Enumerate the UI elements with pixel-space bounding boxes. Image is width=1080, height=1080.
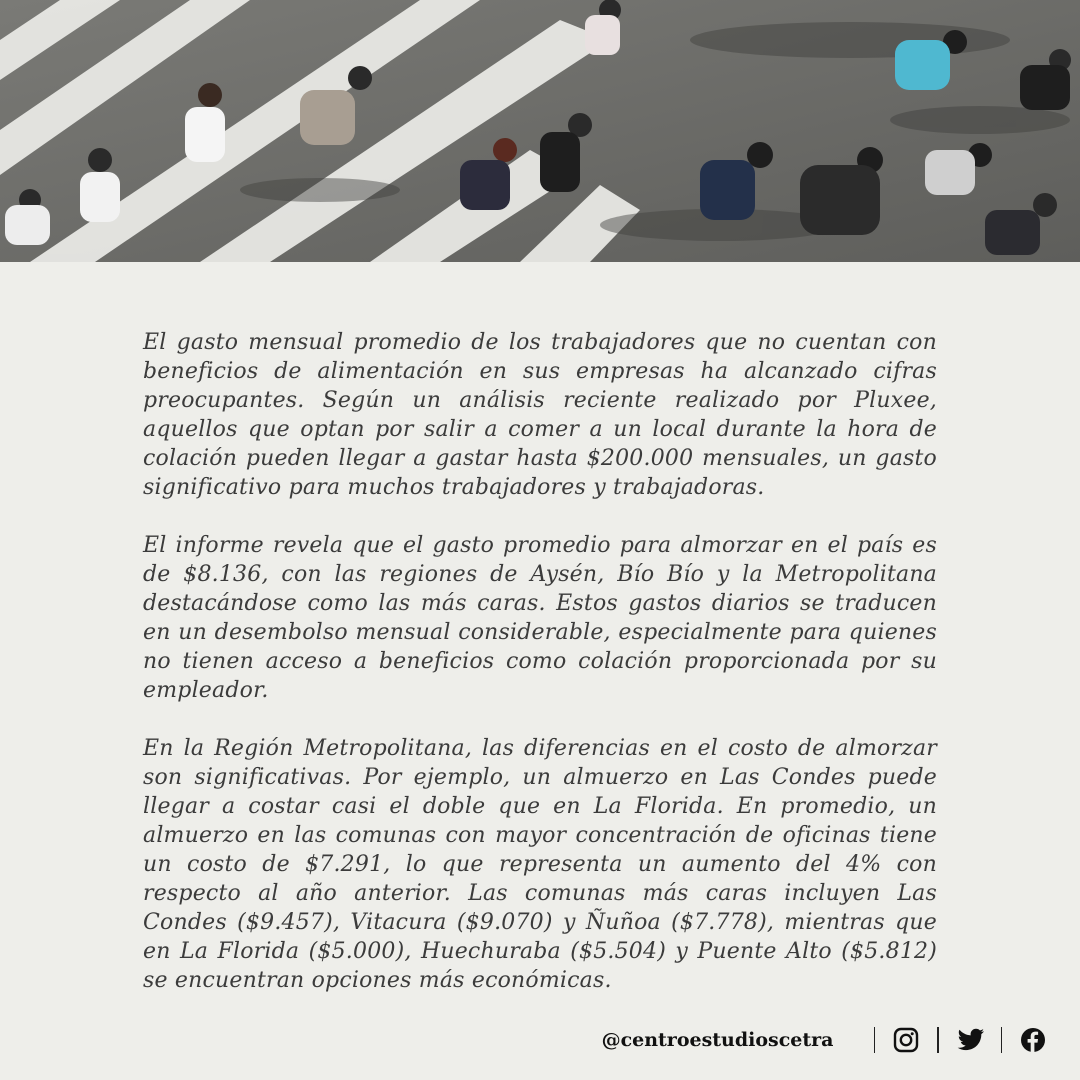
divider [1001, 1027, 1003, 1053]
paragraph-2: El informe revela que el gasto promedio para almorzar en el país es de $8.136, con las regiones de Aysén, Bío Bío y la Metropolitana destacándose como las más caras. Estos gastos diarios se traducen en un desembolso mensual considerable, especialmente para quienes no tienen acceso a beneficios como colación proporcionada por su empleador. [143, 533, 937, 703]
paragraph-1: El gasto mensual promedio de los trabajadores que no cuentan con beneficios de alimentación en sus empresas ha alcanzado cifras preocupantes. Según un análisis reciente realizado por Pluxee, aquellos que optan por salir a comer a un local durante la hora de colación pueden llegar a gastar hasta $200.000 mensuales, un gasto significativo para muchos trabajadores y trabajadoras. [143, 330, 937, 500]
social-handle[interactable]: @centroestudioscetra [601, 1029, 834, 1051]
twitter-icon[interactable] [957, 1027, 983, 1053]
instagram-icon[interactable] [893, 1027, 919, 1053]
facebook-icon[interactable] [1020, 1027, 1046, 1053]
social-footer [602, 1018, 1046, 1062]
article-body [143, 328, 937, 1024]
paragraph-3: En la Región Metropolitana, las diferencias en el costo de almorzar son significativas. Por ejemplo, un almuerzo en Las Condes puede llegar a costar casi el doble que en La Florida. En promedio, un almuerzo en las comunas con mayor concentración de oficinas tiene un costo de $7.291, lo que representa un aumento del 4% con respecto al año anterior. Las comunas más caras incluyen Las Condes ($9.457), Vitacura ($9.070) y Ñuñoa ($7.778), mientras que en La Florida ($5.000), Huechuraba ($5.504) y Puente Alto ($5.812) se encuentran opciones más económicas. [143, 736, 937, 993]
divider [937, 1027, 939, 1053]
divider [874, 1027, 876, 1053]
header-photo-crosswalk-crowd [0, 0, 1080, 262]
